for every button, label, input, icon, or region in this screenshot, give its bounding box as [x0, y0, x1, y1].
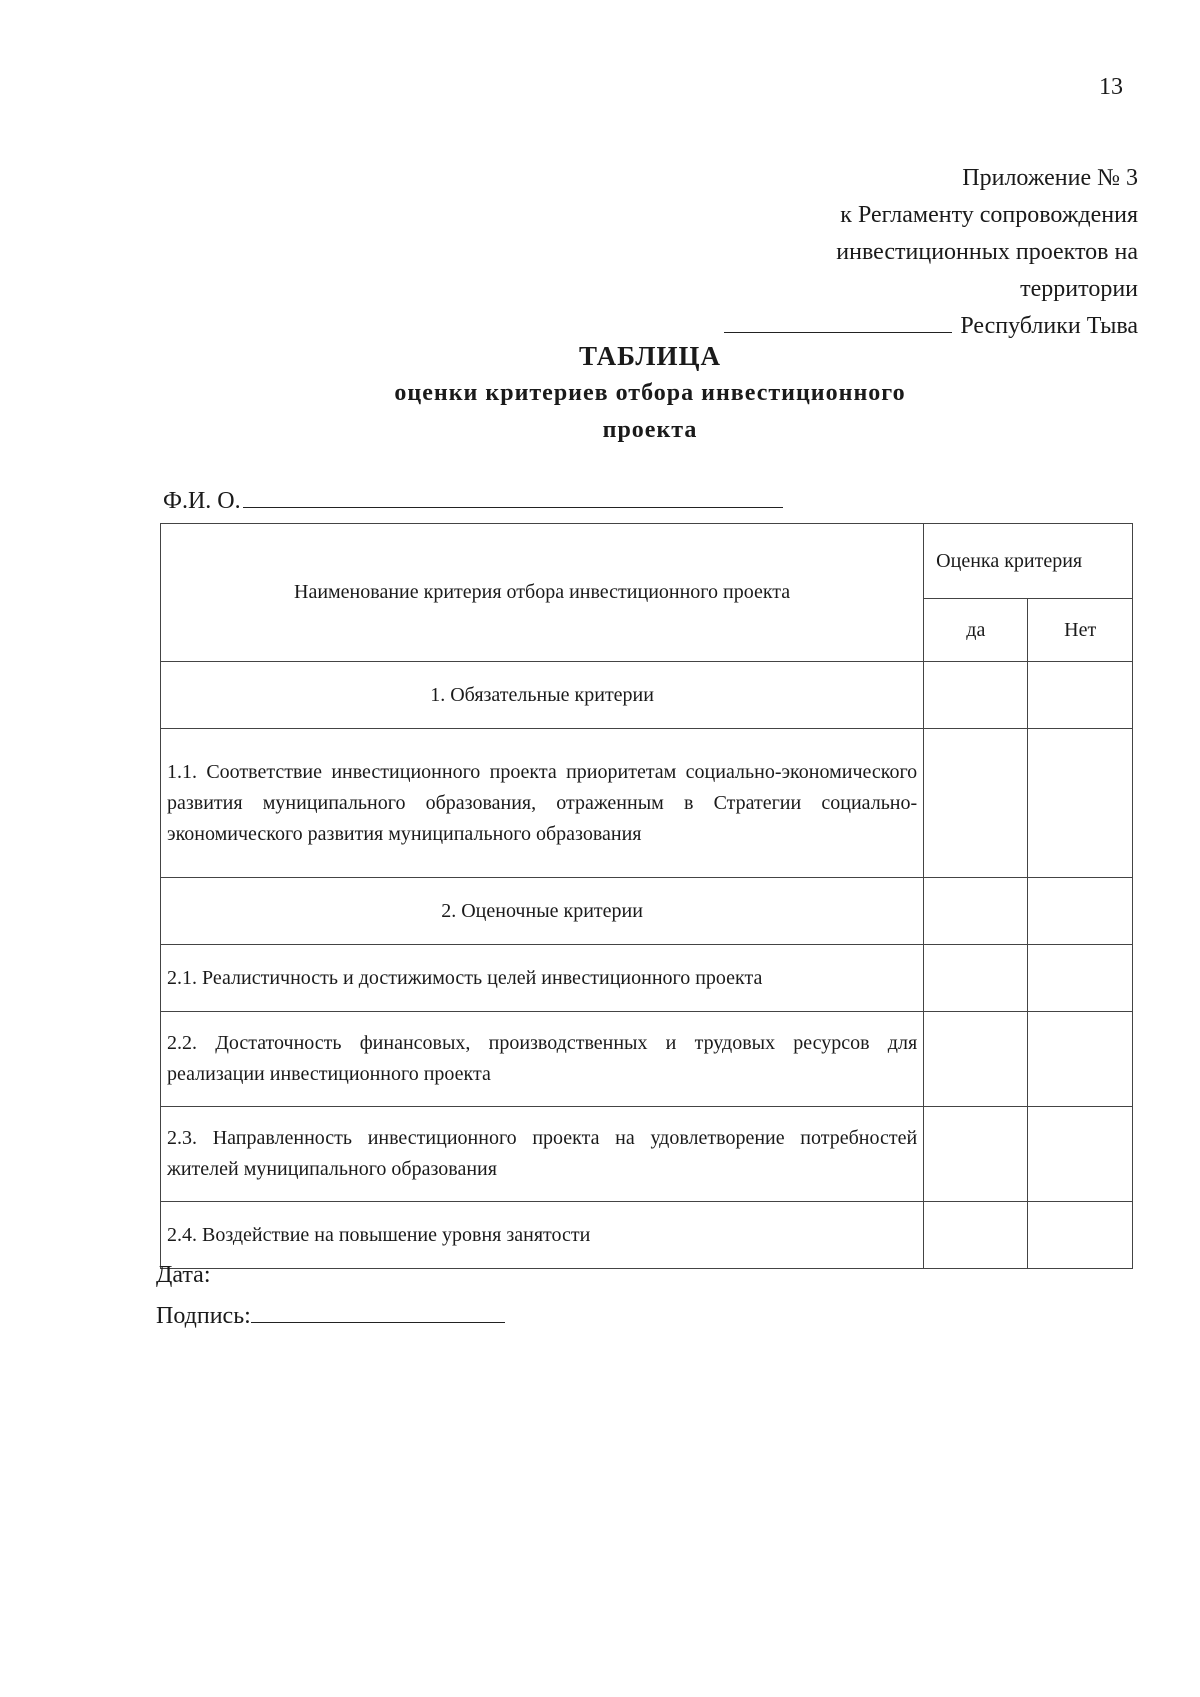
- region-blank[interactable]: [724, 314, 952, 333]
- appendix-line-4: территории: [1020, 276, 1138, 302]
- no-cell[interactable]: [1028, 1012, 1133, 1107]
- date-row: [156, 1262, 211, 1289]
- document-title: [0, 337, 1200, 449]
- appendix-line-5: Республики Тыва: [960, 313, 1138, 339]
- appendix-line-2: к Регламенту сопровождения: [840, 202, 1138, 228]
- criterion-2-3: 2.3. Направленность инвестиционного проекта на удовлетворение потребностей жителей муниципального образования: [161, 1107, 924, 1202]
- criterion-1-1: 1.1. Соответствие инвестиционного проекта приоритетам социально-экономического развития муниципального образования, отраженным в Стратегии социально-экономического развития муниципального образования: [161, 729, 924, 878]
- no-cell[interactable]: [1028, 945, 1133, 1012]
- criterion-2-2: 2.2. Достаточность финансовых, производственных и трудовых ресурсов для реализации инвестиционного проекта: [161, 1012, 924, 1107]
- yes-cell[interactable]: [924, 729, 1028, 878]
- no-cell[interactable]: [1028, 878, 1133, 945]
- table-row: [161, 662, 1133, 729]
- signature-label: Подпись:: [156, 1303, 251, 1329]
- no-cell[interactable]: [1028, 662, 1133, 729]
- header-criterion-name: Наименование критерия отбора инвестиционного проекта: [161, 524, 924, 662]
- page-number: 13: [1099, 74, 1123, 100]
- criteria-table: [160, 523, 1133, 1269]
- yes-cell[interactable]: [924, 1107, 1028, 1202]
- yes-cell[interactable]: [924, 878, 1028, 945]
- table-row: [161, 878, 1133, 945]
- title-sub-1: оценки критериев отбора инвестиционного: [394, 380, 906, 406]
- fio-field[interactable]: [243, 487, 783, 508]
- table-row: [161, 1107, 1133, 1202]
- no-cell[interactable]: [1028, 1202, 1133, 1269]
- section-mandatory: 1. Обязательные критерии: [161, 662, 924, 729]
- no-cell[interactable]: [1028, 1107, 1133, 1202]
- signature-field[interactable]: [251, 1304, 505, 1323]
- table-row: [161, 1202, 1133, 1269]
- criterion-2-4: 2.4. Воздействие на повышение уровня занятости: [161, 1202, 924, 1269]
- criterion-2-1: 2.1. Реалистичность и достижимость целей инвестиционного проекта: [161, 945, 924, 1012]
- signature-row: [156, 1303, 505, 1330]
- no-cell[interactable]: [1028, 729, 1133, 878]
- yes-cell[interactable]: [924, 662, 1028, 729]
- table-row: [161, 729, 1133, 878]
- table-header-row: [161, 524, 1133, 599]
- section-evaluation: 2. Оценочные критерии: [161, 878, 924, 945]
- yes-cell[interactable]: [924, 1012, 1028, 1107]
- table-row: [161, 945, 1133, 1012]
- appendix-heading: [578, 160, 1138, 345]
- fio-label: Ф.И. О.: [163, 488, 241, 514]
- appendix-line-3: инвестиционных проектов на: [836, 239, 1138, 265]
- yes-cell[interactable]: [924, 1202, 1028, 1269]
- header-score: Оценка критерия: [924, 524, 1133, 599]
- yes-cell[interactable]: [924, 945, 1028, 1012]
- title-main: ТАБЛИЦА: [579, 341, 721, 371]
- title-sub-2: проекта: [602, 417, 698, 443]
- header-no: Нет: [1028, 599, 1133, 662]
- appendix-line-1: Приложение № 3: [962, 165, 1138, 191]
- table-row: [161, 1012, 1133, 1107]
- date-label: Дата:: [156, 1262, 211, 1288]
- fio-row: [163, 487, 783, 515]
- header-yes: да: [924, 599, 1028, 662]
